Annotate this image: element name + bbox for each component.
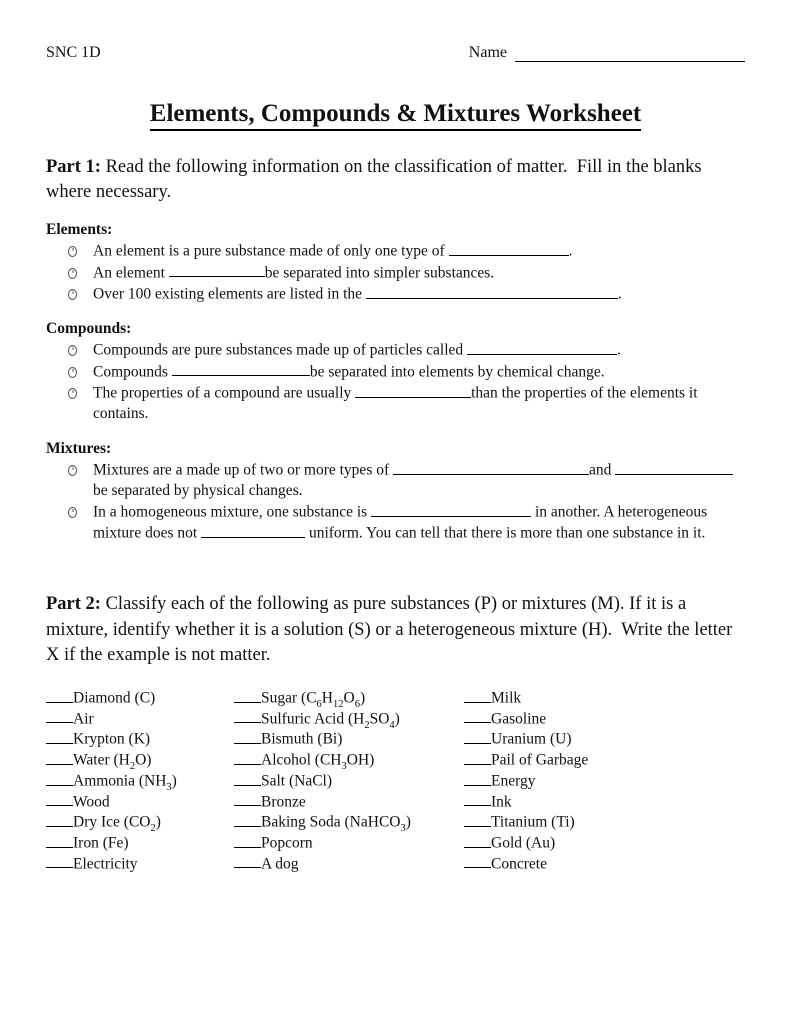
text-run: Iron (Fe) (73, 834, 129, 852)
classify-item (46, 812, 234, 833)
page-title (46, 100, 745, 131)
classify-item (464, 833, 745, 854)
text-run: Energy (491, 772, 536, 790)
bullet-item (46, 263, 745, 284)
answer-blank[interactable] (464, 709, 491, 724)
classify-item (234, 792, 464, 813)
answer-blank[interactable] (366, 284, 618, 299)
answer-blank[interactable] (46, 729, 73, 744)
text-run: Krypton (K) (73, 731, 151, 749)
answer-blank[interactable] (46, 709, 73, 724)
course-code: SNC 1D (46, 44, 101, 61)
classify-item (46, 688, 234, 709)
text-run: H (321, 689, 333, 707)
section-heading: Compounds: (46, 320, 132, 338)
text-run: uniform. You can tell that there is more than one substance in it. (305, 524, 706, 542)
part1-intro-text: Read the following information on the classification of matter. Fill in the blanks where necessary. (46, 157, 707, 203)
text-run: be separated into simpler substances. (264, 264, 495, 282)
text-run: be separated by physical changes. (93, 482, 303, 500)
answer-blank[interactable] (234, 792, 261, 807)
text-run: ) (359, 689, 366, 707)
classify-item (46, 833, 234, 854)
answer-blank[interactable] (234, 709, 261, 724)
bullet-item (46, 241, 745, 262)
part1-sections (46, 221, 745, 544)
answer-blank[interactable] (46, 750, 73, 765)
answer-blank[interactable] (464, 729, 491, 744)
text-run: ) (405, 813, 411, 831)
answer-blank[interactable] (467, 340, 617, 355)
bullet-item (46, 284, 745, 305)
text-run: Sugar (C (261, 689, 317, 707)
answer-blank[interactable] (46, 833, 73, 848)
subscript: 3 (400, 823, 406, 835)
classify-item (464, 688, 745, 709)
text-run: Concrete (491, 855, 547, 873)
subscript: 12 (333, 698, 344, 710)
section-compounds (46, 320, 745, 425)
text-run: OH) (346, 751, 375, 769)
clock-bullet-icon (68, 289, 77, 300)
section-heading: Elements: (46, 221, 113, 239)
part1-intro (46, 155, 745, 205)
text-run: Dry Ice (CO (73, 813, 151, 831)
subscript: 2 (129, 760, 136, 772)
clock-bullet-icon (68, 367, 77, 378)
classify-item (46, 729, 234, 750)
classify-item (234, 750, 464, 771)
classify-item (464, 812, 745, 833)
answer-blank[interactable] (615, 460, 733, 475)
answer-blank[interactable] (464, 812, 491, 827)
clock-bullet-icon (68, 388, 77, 399)
text-run: ) (171, 772, 177, 790)
part1-label: Part 1: (46, 157, 101, 177)
text-run: Uranium (U) (491, 731, 572, 749)
classify-column-2 (234, 688, 464, 874)
text-run: . (617, 285, 622, 303)
answer-blank[interactable] (464, 688, 491, 703)
classify-item (46, 771, 234, 792)
classify-item (234, 812, 464, 833)
bullet-item (46, 502, 745, 545)
text-run: In a homogeneous mixture, one substance is (93, 503, 372, 521)
answer-blank[interactable] (234, 833, 261, 848)
name-label: Name (468, 44, 507, 61)
text-run: Gasoline (491, 710, 547, 728)
classify-item (234, 688, 464, 709)
classify-column-1 (46, 688, 234, 874)
text-run: Ink (491, 793, 512, 811)
text-run: Popcorn (261, 834, 313, 852)
answer-blank[interactable] (371, 502, 531, 517)
part2-intro (46, 592, 745, 667)
answer-blank[interactable] (464, 854, 491, 869)
section-heading: Mixtures: (46, 439, 112, 457)
text-run: Ammonia (NH (73, 772, 167, 790)
classify-item (46, 709, 234, 730)
text-run: Air (73, 710, 94, 728)
section-mixtures (46, 440, 745, 545)
text-run: ) (155, 813, 161, 831)
clock-bullet-icon (68, 507, 77, 518)
subscript: 2 (364, 719, 370, 731)
text-run: O) (135, 751, 152, 769)
text-run: Baking Soda (NaHCO (261, 813, 401, 831)
classify-item (464, 729, 745, 750)
classify-item (46, 792, 234, 813)
answer-blank[interactable] (464, 750, 491, 765)
answer-blank[interactable] (169, 263, 265, 278)
classify-column-3 (464, 688, 745, 874)
bullet-item (46, 383, 745, 425)
answer-blank[interactable] (234, 812, 261, 827)
answer-blank[interactable] (464, 833, 491, 848)
classify-item (46, 750, 234, 771)
text-run: be separated into elements by chemical change. (309, 363, 605, 381)
text-run: in another. A heterogeneous mixture does not (93, 503, 708, 542)
answer-blank[interactable] (201, 523, 305, 538)
text-run: Titanium (Ti) (491, 813, 575, 831)
text-run: . (617, 342, 621, 360)
text-run: Bronze (261, 793, 306, 811)
answer-blank[interactable] (234, 688, 261, 703)
text-run: Compounds are pure substances made up of particles called (93, 342, 468, 360)
part2-label: Part 2: (46, 594, 101, 615)
answer-blank[interactable] (234, 771, 261, 786)
text-run: Gold (Au) (491, 834, 556, 852)
text-run: Mixtures are a made up of two or more types of (93, 461, 394, 479)
text-run: An element (93, 264, 169, 282)
text-run: Bismuth (Bi) (261, 731, 343, 749)
text-run: Milk (491, 689, 522, 707)
answer-blank[interactable] (46, 688, 73, 703)
bullet-list (46, 460, 745, 545)
name-blank-line[interactable] (515, 47, 745, 62)
classify-item (46, 854, 234, 875)
bullet-item (46, 460, 745, 502)
text-run: An element is a pure substance made of only one type of (93, 243, 449, 261)
bullet-item (46, 362, 745, 383)
section-elements (46, 221, 745, 305)
answer-blank[interactable] (46, 792, 73, 807)
text-run: Sulfuric Acid (H (261, 710, 365, 728)
bullet-list (46, 241, 745, 305)
text-run: O (343, 689, 355, 707)
classify-item (464, 750, 745, 771)
answer-blank[interactable] (46, 771, 73, 786)
answer-blank[interactable] (172, 362, 310, 377)
classify-item (464, 854, 745, 875)
text-run: than the properties of the elements it contains. (93, 384, 698, 423)
text-run: ) (394, 710, 400, 728)
clock-bullet-icon (68, 246, 77, 257)
header (46, 44, 745, 62)
text-run: Over 100 existing elements are listed in the (93, 285, 366, 303)
answer-blank[interactable] (234, 854, 261, 869)
text-run: Alcohol (CH (261, 751, 342, 769)
answer-blank[interactable] (449, 241, 569, 256)
answer-blank[interactable] (464, 771, 491, 786)
text-run: SO (369, 710, 390, 728)
text-run: Wood (73, 793, 110, 811)
answer-blank[interactable] (393, 460, 589, 475)
text-run: A dog (261, 855, 299, 873)
text-run: . (568, 243, 573, 261)
clock-bullet-icon (68, 465, 77, 476)
classify-item (234, 709, 464, 730)
subscript: 4 (389, 719, 395, 731)
classify-item (234, 833, 464, 854)
classify-item (234, 771, 464, 792)
part2-intro-text: Classify each of the following as pure substances (P) or mixtures (M). If it is a mixture, identify whether it is a solution (S) or a heterogeneous mixture (H). Write the letter X if the example is not matter. (46, 594, 737, 665)
bullet-item (46, 340, 745, 361)
text-run: The properties of a compound are usually (93, 384, 356, 402)
classify-item (464, 771, 745, 792)
classify-item (234, 729, 464, 750)
text-run: Electricity (73, 855, 138, 873)
part2-columns (46, 688, 745, 874)
answer-blank[interactable] (46, 854, 73, 869)
answer-blank[interactable] (234, 750, 261, 765)
clock-bullet-icon (68, 345, 77, 356)
subscript: 3 (341, 760, 347, 772)
text-run: Salt (NaCl) (261, 772, 333, 790)
subscript: 6 (316, 698, 322, 710)
text-run: Compounds (93, 363, 172, 381)
answer-blank[interactable] (464, 792, 491, 807)
text-run: Water (H (73, 751, 130, 769)
answer-blank[interactable] (355, 383, 471, 398)
text-run: Pail of Garbage (491, 751, 589, 769)
clock-bullet-icon (68, 268, 77, 279)
text-run: Diamond (C) (73, 689, 156, 707)
subscript: 6 (354, 698, 360, 710)
answer-blank[interactable] (46, 812, 73, 827)
subscript: 3 (166, 781, 172, 793)
classify-item (464, 792, 745, 813)
classify-item (234, 854, 464, 875)
name-field (469, 44, 745, 62)
classify-item (464, 709, 745, 730)
page-title-text: Elements, Compounds & Mixtures Worksheet (150, 100, 641, 131)
bullet-list (46, 340, 745, 425)
text-run: and (589, 461, 616, 479)
answer-blank[interactable] (234, 729, 261, 744)
subscript: 2 (150, 823, 156, 835)
